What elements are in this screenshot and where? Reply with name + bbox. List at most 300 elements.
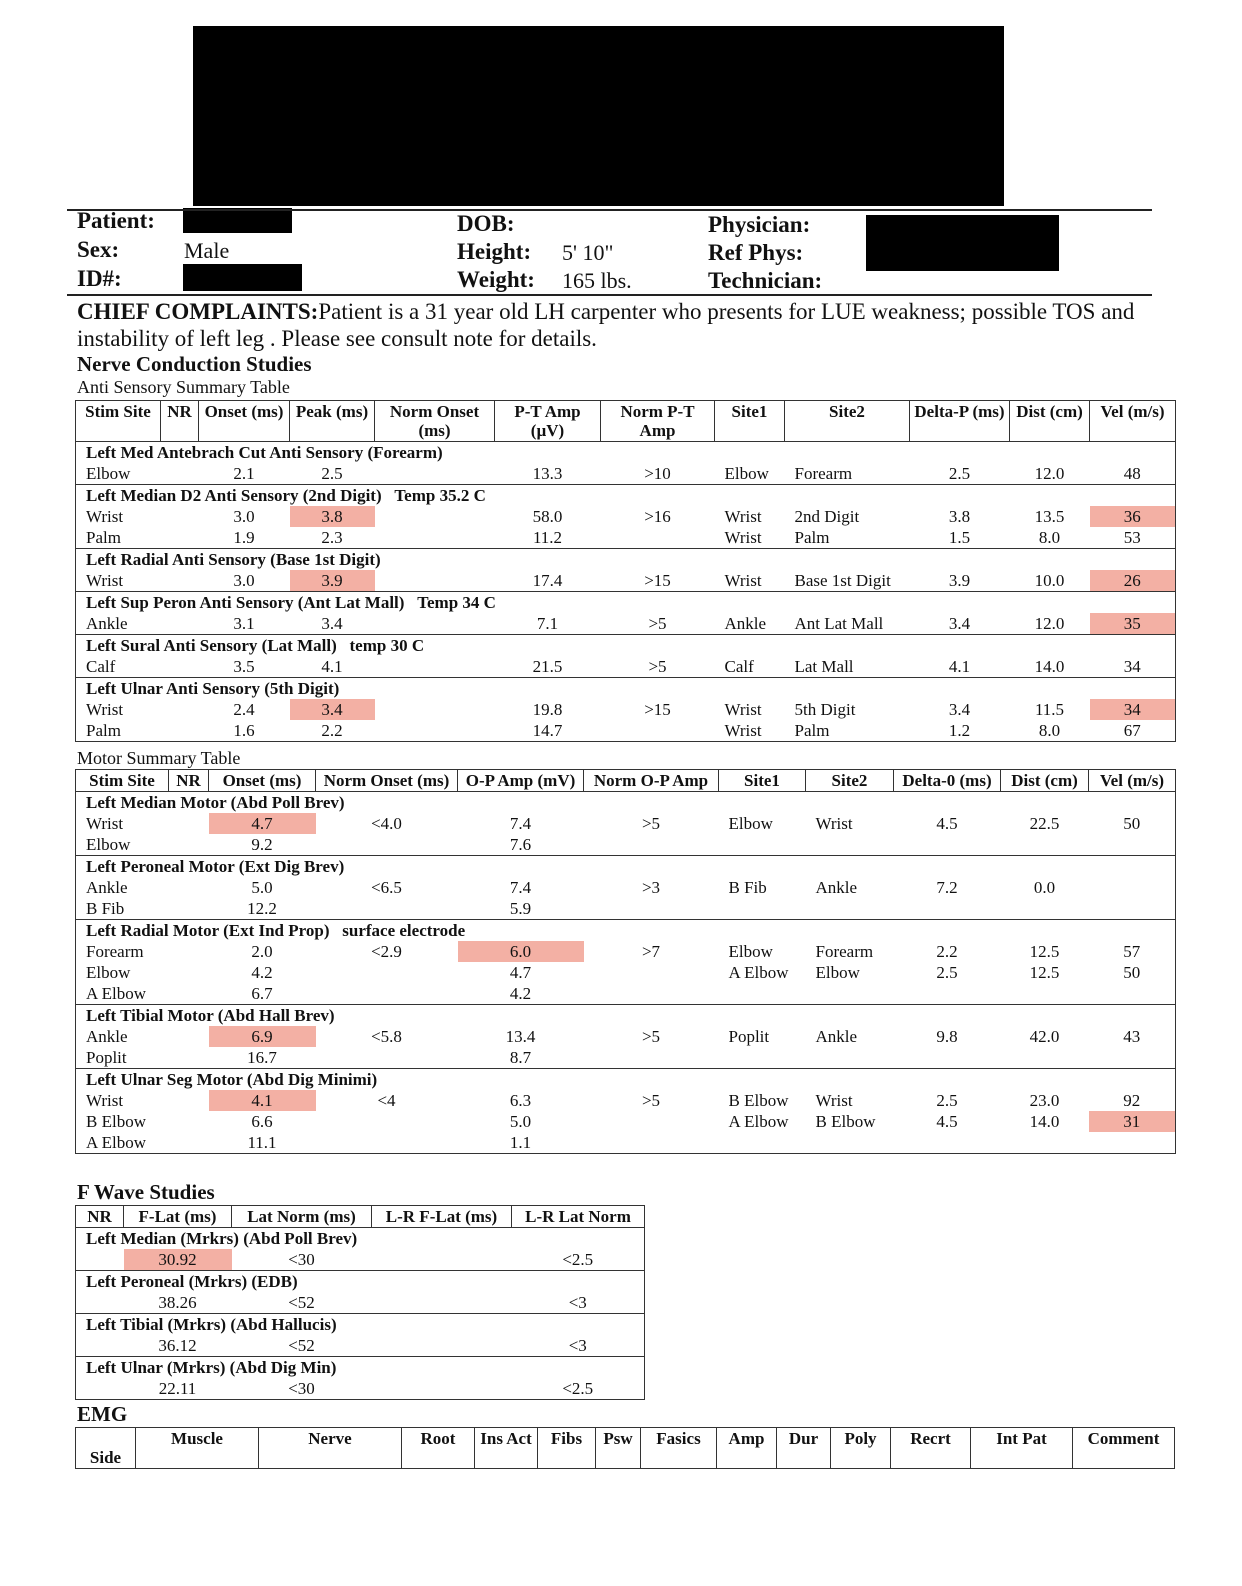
technician-label: Technician: <box>708 268 823 293</box>
nr-cell <box>169 813 209 834</box>
height-label: Height: <box>457 239 532 264</box>
emg-header-1: Muscle <box>136 1428 259 1469</box>
dist-cell: 11.5 <box>1034 700 1065 719</box>
delta-cell: 9.8 <box>936 1027 958 1046</box>
onset-cell: 4.7 <box>209 813 316 834</box>
lat-norm-cell: <52 <box>288 1336 315 1355</box>
dist-cell: 22.5 <box>1029 814 1060 833</box>
nr-cell <box>169 898 209 920</box>
sensory-group-row <box>76 549 1176 571</box>
vel-cell <box>1089 834 1176 856</box>
dist-cell: 23.0 <box>1029 1091 1060 1110</box>
motor-group-title <box>76 792 719 814</box>
lr-lat-norm-cell: <2.5 <box>512 1378 645 1400</box>
table-row <box>76 813 1176 834</box>
flat-cell: 30.92 <box>124 1249 232 1271</box>
nr-cell <box>169 834 209 856</box>
vel-cell: 48 <box>1123 464 1141 483</box>
blank <box>601 635 1176 657</box>
lr-flat-cell <box>372 1378 512 1400</box>
norm-onset-cell <box>375 463 495 485</box>
dist-cell: 8.0 <box>1010 720 1090 742</box>
table-row <box>76 877 1176 898</box>
spacer <box>404 593 417 612</box>
sensory-table-title: Anti Sensory Summary Table <box>77 377 290 397</box>
onset-cell: 2.1 <box>233 464 255 483</box>
fwave-group-row <box>76 1228 645 1250</box>
delta-cell: 1.2 <box>910 720 1010 742</box>
dob-label: DOB: <box>457 211 515 236</box>
motor-header-0: Stim Site <box>76 770 169 792</box>
norm-onset-cell <box>316 1111 458 1132</box>
fwave-group-name: Left Peroneal (Mrkrs) (EDB) <box>76 1271 645 1293</box>
stim-site: Wrist <box>86 571 124 590</box>
delta-cell: 2.2 <box>936 942 958 961</box>
table-row <box>76 983 1176 1005</box>
site1-cell: B Fib <box>728 878 767 897</box>
site2-cell: Ankle <box>815 1027 858 1046</box>
vel-cell: 34 <box>1123 657 1141 676</box>
sensory-group-name: Left Radial Anti Sensory (Base 1st Digit) <box>86 550 381 569</box>
onset-cell: 3.1 <box>233 614 255 633</box>
norm-amp-cell <box>584 1047 719 1069</box>
emg-header-5: Fibs <box>538 1428 596 1469</box>
sensory-header-4: Norm Onset (ms) <box>375 401 495 442</box>
stim-site: Elbow <box>86 464 131 483</box>
amp-cell: 11.2 <box>532 528 563 547</box>
site1-cell <box>719 1047 806 1069</box>
blank <box>719 920 1176 942</box>
motor-group-row <box>76 1069 1176 1091</box>
stim-site: Ankle <box>86 1027 128 1046</box>
stim-site: Forearm <box>86 942 144 961</box>
site2-cell: Ankle <box>815 878 858 897</box>
norm-amp-cell: >5 <box>641 814 661 833</box>
nr-cell <box>161 463 199 485</box>
amp-cell: 17.4 <box>532 571 563 590</box>
norm-amp-cell <box>584 962 719 983</box>
vel-cell: 43 <box>1123 1027 1141 1046</box>
table-row <box>76 1047 1176 1069</box>
fwave-title: F Wave Studies <box>77 1180 215 1204</box>
sensory-group-title <box>76 442 601 464</box>
table-row <box>76 506 1176 527</box>
peak-cell: 3.4 <box>321 614 343 633</box>
peak-cell: 3.9 <box>290 570 375 592</box>
motor-group-note: surface electrode <box>342 921 466 940</box>
sensory-header-11: Vel (m/s) <box>1090 401 1176 442</box>
onset-cell: 11.1 <box>209 1132 316 1154</box>
emg-title: EMG <box>77 1402 128 1426</box>
stim-site: Poplit <box>86 1048 127 1067</box>
norm-amp-cell: >5 <box>641 1091 661 1110</box>
stim-site: Elbow <box>86 835 131 854</box>
fwave-header-2: Lat Norm (ms) <box>232 1206 372 1228</box>
vel-cell: 35 <box>1090 613 1176 635</box>
motor-group-name: Left Radial Motor (Ext Ind Prop) <box>86 921 330 940</box>
sensory-header-8: Site2 <box>785 401 910 442</box>
spacer <box>443 443 456 462</box>
fwave-group-row <box>76 1357 645 1379</box>
blank <box>601 485 1176 507</box>
dist-cell: 12.0 <box>1034 614 1065 633</box>
fwave-header-4: L-R Lat Norm <box>512 1206 645 1228</box>
sensory-header-1: NR <box>161 401 199 442</box>
fwave-group-row <box>76 1314 645 1336</box>
vel-cell: 92 <box>1123 1091 1141 1110</box>
dist-cell <box>1001 834 1089 856</box>
sensory-group-temp: Temp 34 C <box>417 593 496 612</box>
table-row <box>76 1090 1176 1111</box>
emg-header-0: Side <box>76 1428 136 1469</box>
emg-header-8: Amp <box>717 1428 777 1469</box>
onset-cell: 9.2 <box>251 835 273 854</box>
norm-onset-cell <box>316 1047 458 1069</box>
stim-site: Wrist <box>86 700 124 719</box>
emg-header-6: Psw <box>596 1428 641 1469</box>
lr-lat-norm-cell: <2.5 <box>562 1250 594 1269</box>
sensory-group-row <box>76 592 1176 614</box>
nr-cell <box>169 1111 209 1132</box>
fwave-table <box>75 1205 645 1400</box>
nr-cell <box>169 877 209 898</box>
spacer <box>337 636 350 655</box>
norm-amp-cell: >5 <box>641 1027 661 1046</box>
dist-cell: 12.5 <box>1029 942 1060 961</box>
fwave-header-0: NR <box>76 1206 124 1228</box>
sensory-group-row <box>76 678 1176 700</box>
sensory-header-9: Delta-P (ms) <box>910 401 1010 442</box>
site2-cell <box>806 1047 894 1069</box>
nr-cell <box>169 983 209 1005</box>
redacted-patient-name <box>183 208 292 233</box>
site1-cell: A Elbow <box>728 963 789 982</box>
header-bottom-rule <box>67 294 1152 296</box>
onset-cell: 2.0 <box>251 942 273 961</box>
nr-cell <box>76 1249 124 1271</box>
amp-cell: 7.4 <box>509 878 532 897</box>
spacer <box>345 793 358 812</box>
motor-summary-table <box>75 769 1176 1154</box>
onset-cell: 1.6 <box>199 720 290 742</box>
blank <box>601 549 1176 571</box>
sensory-group-title <box>76 635 601 657</box>
site2-cell: Ant Lat Mall <box>794 614 884 633</box>
motor-group-title <box>76 1069 719 1091</box>
norm-amp-cell: >3 <box>641 878 661 897</box>
vel-cell: 26 <box>1090 570 1176 592</box>
amp-cell: 5.0 <box>509 1112 532 1131</box>
peak-cell: 3.4 <box>290 699 375 720</box>
emg-header-4: Ins Act <box>475 1428 538 1469</box>
motor-group-name: Left Tibial Motor (Abd Hall Brev) <box>86 1006 335 1025</box>
vel-cell: 50 <box>1123 814 1141 833</box>
spacer <box>330 921 343 940</box>
norm-onset-cell: <5.8 <box>371 1027 402 1046</box>
vel-cell <box>1089 983 1176 1005</box>
onset-cell: 16.7 <box>247 1048 277 1067</box>
amp-cell: 7.6 <box>509 835 532 854</box>
norm-amp-cell: >10 <box>644 464 671 483</box>
table-row <box>76 962 1176 983</box>
site1-cell: B Elbow <box>728 1091 789 1110</box>
dist-cell: 42.0 <box>1029 1027 1060 1046</box>
site2-cell: Base 1st Digit <box>794 571 891 590</box>
amp-cell: 4.7 <box>509 963 532 982</box>
nr-cell <box>169 941 209 962</box>
blank <box>719 1005 1176 1027</box>
sensory-header-3: Peak (ms) <box>290 401 375 442</box>
motor-header-3: Norm Onset (ms) <box>316 770 458 792</box>
stim-site: B Elbow <box>86 1112 146 1131</box>
onset-cell: 12.2 <box>247 899 277 918</box>
site2-cell <box>806 834 894 856</box>
site2-cell: Lat Mall <box>794 657 854 676</box>
motor-header-2: Onset (ms) <box>209 770 316 792</box>
vel-cell <box>1089 898 1176 920</box>
motor-group-row <box>76 792 1176 814</box>
peak-cell: 4.1 <box>321 657 343 676</box>
site2-cell: Elbow <box>815 963 860 982</box>
nr-cell <box>161 570 199 592</box>
site1-cell: A Elbow <box>728 1112 789 1131</box>
site1-cell: Wrist <box>724 571 762 590</box>
table-row <box>76 720 1176 742</box>
dist-cell: 10.0 <box>1034 571 1065 590</box>
sensory-group-row <box>76 485 1176 507</box>
site2-cell <box>806 1132 894 1154</box>
sex-value: Male <box>184 238 230 263</box>
delta-cell <box>894 1132 1001 1154</box>
emg-table <box>75 1427 1175 1469</box>
vel-cell <box>1089 1132 1176 1154</box>
norm-amp-cell <box>584 1132 719 1154</box>
spacer <box>335 1006 348 1025</box>
emg-header-13: Comment <box>1073 1428 1175 1469</box>
lat-norm-cell: <30 <box>288 1250 315 1269</box>
amp-cell: 1.1 <box>458 1132 584 1154</box>
norm-onset-cell <box>375 699 495 720</box>
table-row <box>76 570 1176 592</box>
blank <box>601 678 1176 700</box>
lr-flat-cell <box>372 1335 512 1357</box>
emg-header-11: Recrt <box>891 1428 971 1469</box>
table-row <box>76 613 1176 635</box>
table-row <box>76 1111 1176 1132</box>
blank <box>601 442 1176 464</box>
spacer <box>381 550 394 569</box>
sensory-header-5: P-T Amp (µV) <box>495 401 601 442</box>
ref-phys-label: Ref Phys: <box>708 240 804 265</box>
site1-cell: Wrist <box>724 507 762 526</box>
norm-amp-cell: >5 <box>648 657 667 676</box>
sensory-header-7: Site1 <box>715 401 785 442</box>
nr-cell <box>76 1378 124 1400</box>
dist-cell: 13.5 <box>1034 507 1065 526</box>
table-row <box>76 463 1176 485</box>
stim-site: Wrist <box>86 1091 124 1110</box>
weight-label: Weight: <box>457 267 535 292</box>
site2-cell: Forearm <box>815 942 874 961</box>
delta-cell <box>894 983 1001 1005</box>
amp-cell: 19.8 <box>532 700 563 719</box>
table-row <box>76 1292 645 1314</box>
peak-cell: 2.2 <box>290 720 375 742</box>
spacer <box>382 486 395 505</box>
sensory-group-row <box>76 635 1176 657</box>
sensory-header-2: Onset (ms) <box>199 401 290 442</box>
stim-site: Elbow <box>86 963 131 982</box>
spacer <box>344 857 357 876</box>
delta-cell: 3.9 <box>948 571 971 590</box>
stim-site: Wrist <box>86 507 124 526</box>
stim-site: Wrist <box>86 814 124 833</box>
site1-cell <box>719 834 806 856</box>
table-row <box>76 699 1176 720</box>
norm-onset-cell <box>375 527 495 549</box>
amp-cell: 6.3 <box>509 1091 532 1110</box>
amp-cell: 21.5 <box>532 657 563 676</box>
site1-cell: Wrist <box>724 700 762 719</box>
norm-amp-cell <box>584 898 719 920</box>
chief-complaints-text: Patient is a 31 year old LH carpenter who presents for LUE weakness; possible TOS and instability of left leg . Please see consult note for details. <box>77 299 1135 351</box>
blank <box>719 1069 1176 1091</box>
onset-cell: 2.4 <box>233 700 255 719</box>
norm-onset-cell <box>375 720 495 742</box>
dist-cell <box>1001 898 1089 920</box>
stim-site: Ankle <box>86 878 128 897</box>
blank <box>719 792 1176 814</box>
motor-header-1: NR <box>169 770 209 792</box>
emg-header-7: Fasics <box>641 1428 717 1469</box>
header-top-rule <box>67 209 1152 211</box>
onset-cell: 6.9 <box>209 1026 316 1047</box>
nr-cell <box>161 656 199 678</box>
onset-cell: 4.1 <box>209 1090 316 1111</box>
site2-cell <box>806 898 894 920</box>
fwave-group-name: Left Ulnar (Mrkrs) (Abd Dig Min) <box>76 1357 645 1379</box>
sensory-group-name: Left Median D2 Anti Sensory (2nd Digit) <box>86 486 382 505</box>
flat-cell: 38.26 <box>158 1293 197 1312</box>
emg-header-3: Root <box>402 1428 475 1469</box>
chief-complaints <box>77 298 1167 352</box>
stim-site: A Elbow <box>76 1132 169 1154</box>
vel-cell: 34 <box>1090 699 1176 720</box>
motor-header-7: Site2 <box>806 770 894 792</box>
emg-header-9: Dur <box>777 1428 831 1469</box>
nr-cell <box>169 1026 209 1047</box>
stim-site: A Elbow <box>86 984 146 1003</box>
onset-cell: 4.2 <box>251 963 273 982</box>
norm-onset-cell <box>316 1132 458 1154</box>
redacted-id <box>183 264 302 291</box>
norm-amp-cell <box>584 1111 719 1132</box>
fwave-group-row <box>76 1271 645 1293</box>
site2-cell: Forearm <box>794 464 853 483</box>
motor-header-6: Site1 <box>719 770 806 792</box>
motor-group-row <box>76 1005 1176 1027</box>
redacted-physician <box>866 215 1059 271</box>
lr-lat-norm-cell: <3 <box>568 1293 587 1312</box>
sensory-header-10: Dist (cm) <box>1010 401 1090 442</box>
stim-site: Palm <box>76 720 161 742</box>
nr-cell <box>76 1292 124 1314</box>
site2-cell: Wrist <box>815 1091 853 1110</box>
dist-cell: 12.5 <box>1029 963 1060 982</box>
table-row <box>76 1378 645 1400</box>
delta-cell: 7.2 <box>936 878 958 897</box>
sensory-group-name: Left Ulnar Anti Sensory (5th Digit) <box>86 679 340 698</box>
norm-onset-cell <box>316 962 458 983</box>
sensory-group-row <box>76 442 1176 464</box>
sex-label: Sex: <box>77 237 120 262</box>
flat-cell: 22.11 <box>124 1378 232 1400</box>
norm-amp-cell: >5 <box>648 614 667 633</box>
fwave-header-3: L-R F-Lat (ms) <box>372 1206 512 1228</box>
onset-cell: 3.0 <box>233 571 255 590</box>
norm-amp-cell: >15 <box>644 571 671 590</box>
peak-cell: 3.8 <box>290 506 375 527</box>
dist-cell <box>1001 1047 1089 1069</box>
nr-cell <box>169 962 209 983</box>
norm-onset-cell: <2.9 <box>371 942 402 961</box>
amp-cell: 13.4 <box>505 1027 536 1046</box>
dist-cell: 12.0 <box>1034 464 1065 483</box>
fwave-group-name: Left Tibial (Mrkrs) (Abd Hallucis) <box>76 1314 645 1336</box>
norm-amp-cell <box>584 834 719 856</box>
chief-complaints-label: CHIEF COMPLAINTS: <box>77 299 319 324</box>
vel-cell: 53 <box>1123 528 1141 547</box>
norm-onset-cell <box>375 506 495 527</box>
norm-amp-cell: >16 <box>644 507 671 526</box>
site1-cell: Poplit <box>728 1027 770 1046</box>
stim-site: Palm <box>86 528 121 547</box>
emg-header-12: Int Pat <box>971 1428 1073 1469</box>
vel-cell: 36 <box>1090 506 1176 527</box>
motor-group-name: Left Median Motor (Abd Poll Brev) <box>86 793 345 812</box>
site1-cell: Wrist <box>715 720 785 742</box>
table-row <box>76 834 1176 856</box>
amp-cell: 4.2 <box>509 984 532 1003</box>
norm-amp-cell <box>601 720 715 742</box>
peak-cell: 2.3 <box>321 528 343 547</box>
site1-cell: Ankle <box>724 614 767 633</box>
redacted-letterhead <box>193 26 1004 206</box>
vel-cell: 67 <box>1090 720 1176 742</box>
nr-cell <box>161 699 199 720</box>
fwave-header-1: F-Lat (ms) <box>124 1206 232 1228</box>
site1-cell <box>719 983 806 1005</box>
delta-cell: 3.4 <box>948 614 971 633</box>
sensory-group-name: Left Sup Peron Anti Sensory (Ant Lat Mall) <box>86 593 405 612</box>
flat-cell: 36.12 <box>158 1336 197 1355</box>
sensory-group-title <box>76 485 601 507</box>
amp-cell: 8.7 <box>509 1048 532 1067</box>
motor-header-4: O-P Amp (mV) <box>458 770 584 792</box>
sensory-header-0: Stim Site <box>76 401 161 442</box>
emg-header-2: Nerve <box>259 1428 402 1469</box>
sensory-group-name: Left Sural Anti Sensory (Lat Mall) <box>86 636 337 655</box>
nr-cell <box>169 1132 209 1154</box>
motor-group-title <box>76 856 719 878</box>
amp-cell: 58.0 <box>532 507 563 526</box>
nr-cell <box>76 1335 124 1357</box>
spacer <box>377 1070 390 1089</box>
site1-cell: Elbow <box>728 814 773 833</box>
onset-cell: 5.0 <box>251 878 273 897</box>
stim-site: Calf <box>86 657 116 676</box>
motor-group-row <box>76 856 1176 878</box>
